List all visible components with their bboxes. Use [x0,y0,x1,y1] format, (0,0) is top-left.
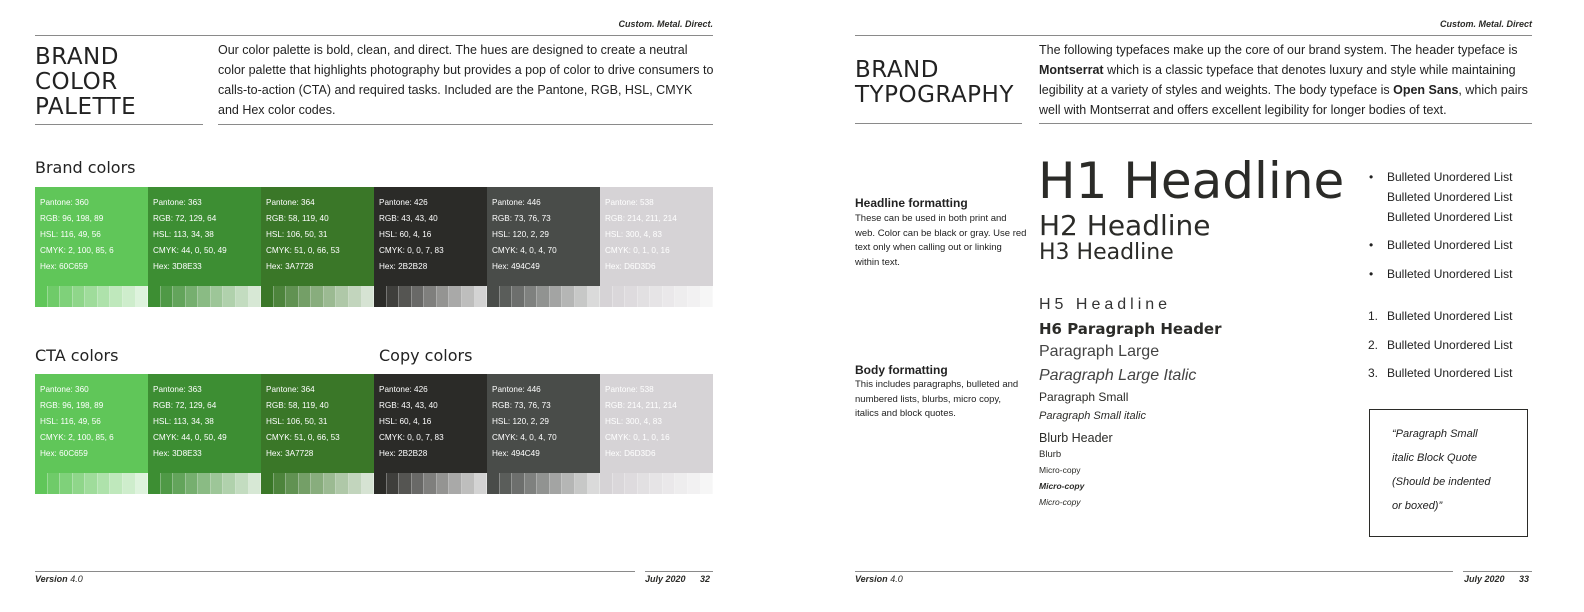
numbered-list-number: 1. [1368,309,1379,323]
title-line: BRAND [855,57,939,83]
paragraph-large-sample: Paragraph Large [1039,343,1160,360]
color-swatch [487,374,600,473]
swatch-pantone: Pantone: 364 [266,198,315,207]
swatch-hsl: HSL: 106, 50, 31 [266,230,328,239]
swatch-cmyk: CMYK: 2, 100, 85, 6 [40,433,114,442]
right-page-title [855,58,1014,108]
tint-cell [462,473,475,494]
swatch-pantone: Pantone: 363 [153,385,202,394]
swatch-rgb: RGB: 72, 129, 64 [153,401,217,410]
tint-cell [261,286,274,307]
bullet-list-item-continued: Bulleted Unordered List [1387,210,1513,224]
swatch-pantone: Pantone: 426 [379,198,428,207]
tint-cell [35,473,48,494]
tint-strip [600,286,713,307]
swatch-pantone: Pantone: 360 [40,385,89,394]
blurb-sample: Blurb [1039,449,1062,460]
swatch-pantone: Pantone: 446 [492,198,541,207]
paragraph-small-sample: Paragraph Small [1039,390,1129,404]
swatch-cmyk: CMYK: 2, 100, 85, 6 [40,246,114,255]
swatch-hex: Hex: 494C49 [492,449,540,458]
swatch-cmyk: CMYK: 0, 0, 7, 83 [379,433,444,442]
tint-cell [701,286,714,307]
bullet-list-item-continued: Bulleted Unordered List [1387,190,1513,204]
tint-cell [186,473,199,494]
left-page-title [35,45,136,120]
swatch-rgb: RGB: 58, 119, 40 [266,214,329,223]
tint-cell [123,473,136,494]
intro-text: The following typefaces make up the core of our brand system. The header typeface is [1039,43,1518,57]
title-line: TYPOGRAPHY [855,82,1014,108]
title-line: PALETTE [35,94,137,120]
swatch-hsl: HSL: 300, 4, 83 [605,230,662,239]
swatch-hsl: HSL: 116, 49, 56 [40,417,101,426]
swatch-cmyk: CMYK: 4, 0, 4, 70 [492,246,557,255]
tint-cell [663,286,676,307]
tint-cell [562,473,575,494]
tint-strip [261,473,374,494]
h3-sample: H3 Headline [1039,240,1174,265]
tint-cell [299,286,312,307]
tint-cell [274,286,287,307]
cta-colors-heading: CTA colors [35,346,119,365]
swatch-pantone: Pantone: 364 [266,385,315,394]
color-swatch [148,187,261,286]
tint-cell [424,473,437,494]
headline-formatting-label: Headline formatting [855,196,968,210]
right-footer-rule-short [1463,571,1532,572]
tint-cell [588,473,601,494]
right-intro-rule [1039,123,1532,124]
swatch-rgb: RGB: 58, 119, 40 [266,401,329,410]
tint-cell [387,286,400,307]
body-formatting-label: Body formatting [855,363,948,377]
tint-cell [387,473,400,494]
micro-copy-bold-italic-sample: Micro-copy [1039,481,1085,491]
left-footer-rule [35,571,635,572]
tint-cell [550,473,563,494]
swatch-hsl: HSL: 300, 4, 83 [605,417,662,426]
h6-sample: H6 Paragraph Header [1039,320,1222,338]
tint-cell [60,473,73,494]
swatch-rgb: RGB: 72, 129, 64 [153,214,217,223]
swatch-rgb: RGB: 73, 76, 73 [492,401,551,410]
left-tagline: Custom. Metal. Direct. [618,19,713,29]
swatch-hsl: HSL: 120, 2, 29 [492,230,549,239]
intro-font-montserrat: Montserrat [1039,63,1104,77]
blurb-header-sample: Blurb Header [1039,431,1113,445]
tint-strip [35,473,148,494]
tint-cell [412,473,425,494]
left-intro-rule [218,124,713,125]
left-title-rule [35,124,203,125]
swatch-pantone: Pantone: 538 [605,385,654,394]
tint-cell [600,286,613,307]
right-top-rule [855,35,1532,36]
tint-cell [324,286,337,307]
tint-cell [186,286,199,307]
color-swatch [261,374,374,473]
swatch-rgb: RGB: 96, 198, 89 [40,401,104,410]
tint-cell [500,286,513,307]
swatch-hsl: HSL: 60, 4, 16 [379,230,432,239]
swatch-hsl: HSL: 60, 4, 16 [379,417,432,426]
tint-cell [625,473,638,494]
tint-cell [688,286,701,307]
tint-cell [512,473,525,494]
tint-cell [236,286,249,307]
intro-font-open-sans: Open Sans [1393,83,1459,97]
tint-cell [588,286,601,307]
tint-cell [73,286,86,307]
tint-cell [500,473,513,494]
tint-cell [650,286,663,307]
tint-cell [374,473,387,494]
tint-cell [324,473,337,494]
tint-cell [625,286,638,307]
swatch-hex: Hex: 2B2B28 [379,449,428,458]
left-page-number: 32 [700,574,711,584]
tint-strip [148,286,261,307]
version-number: 4.0 [70,574,83,584]
swatch-hex: Hex: 494C49 [492,262,540,271]
tint-strip [487,473,600,494]
swatch-hex: Hex: 60C659 [40,262,88,271]
tint-cell [85,473,98,494]
tint-cell [525,473,538,494]
tint-cell [663,473,676,494]
tint-cell [424,286,437,307]
swatch-cmyk: CMYK: 51, 0, 66, 53 [266,433,340,442]
tint-cell [537,286,550,307]
tint-strip [374,286,487,307]
tint-cell [211,286,224,307]
color-swatch [35,374,148,473]
color-swatch [374,374,487,473]
tint-cell [613,473,626,494]
swatch-hsl: HSL: 116, 49, 56 [40,230,101,239]
right-tagline: Custom. Metal. Direct [1439,19,1532,29]
numbered-list-number: 3. [1368,366,1379,380]
body-formatting-desc: This includes paragraphs, bulleted and numbered lists, blurbs, micro copy, italics and block quotes. [855,379,1019,419]
tint-cell [349,286,362,307]
bullet-list-item: • Bulleted Unordered List [1387,267,1512,281]
color-swatch [600,374,713,473]
tint-cell [362,286,375,307]
swatch-hex: Hex: D6D3D6 [605,262,656,271]
right-title-rule [855,123,1022,124]
quote-line: or boxed)” [1392,500,1443,512]
swatch-hex: Hex: 60C659 [40,449,88,458]
swatch-hsl: HSL: 113, 34, 38 [153,417,214,426]
tint-cell [274,473,287,494]
tint-cell [73,473,86,494]
swatch-pantone: Pantone: 446 [492,385,541,394]
tint-cell [198,286,211,307]
left-footer-rule-short [645,571,713,572]
swatch-cmyk: CMYK: 0, 1, 0, 16 [605,246,670,255]
right-intro [1039,40,1535,120]
tint-cell [399,286,412,307]
tint-cell [475,286,488,307]
tint-cell [701,473,714,494]
swatch-pantone: Pantone: 363 [153,198,202,207]
h5-sample: H5 Headline [1039,296,1172,313]
tint-cell [173,286,186,307]
swatch-hex: Hex: 3A7728 [266,262,314,271]
right-footer-rule [855,571,1453,572]
tint-cell [575,286,588,307]
tint-cell [349,473,362,494]
tint-cell [462,286,475,307]
swatch-hex: Hex: 3A7728 [266,449,314,458]
swatch-cmyk: CMYK: 4, 0, 4, 70 [492,433,557,442]
swatch-rgb: RGB: 214, 211, 214 [605,401,677,410]
tint-cell [286,286,299,307]
swatch-pantone: Pantone: 538 [605,198,654,207]
tint-cell [675,473,688,494]
block-quote-box [1369,409,1528,537]
tint-cell [198,473,211,494]
tint-cell [613,286,626,307]
swatch-cmyk: CMYK: 44, 0, 50, 49 [153,433,227,442]
tint-cell [638,473,651,494]
tint-cell [374,286,387,307]
intro-text: which is a classic typeface that denotes luxury and style while maintaining legibility at a variety of styles and weights. The body typeface is [1039,63,1516,97]
swatch-rgb: RGB: 96, 198, 89 [40,214,104,223]
bullet-list-item: • Bulleted Unordered List [1387,170,1512,184]
tint-cell [60,286,73,307]
copy-colors-heading: Copy colors [379,346,473,365]
tint-cell [475,473,488,494]
tint-cell [211,473,224,494]
tint-cell [299,473,312,494]
right-page-number: 33 [1519,574,1530,584]
swatch-hex: Hex: D6D3D6 [605,449,656,458]
tint-cell [249,286,262,307]
tint-cell [148,286,161,307]
swatch-cmyk: CMYK: 44, 0, 50, 49 [153,246,227,255]
paragraph-small-italic-sample: Paragraph Small italic [1039,410,1146,422]
tint-cell [85,286,98,307]
tint-cell [537,473,550,494]
tint-cell [412,286,425,307]
numbered-list-number: 2. [1368,338,1379,352]
tint-cell [512,286,525,307]
tint-cell [98,473,111,494]
tint-cell [223,473,236,494]
tint-cell [48,286,61,307]
numbered-list-item: Bulleted Unordered List [1387,309,1513,323]
tint-cell [161,286,174,307]
right-footer-version [855,574,903,584]
tint-cell [261,473,274,494]
tint-cell [336,286,349,307]
version-number: 4.0 [890,574,903,584]
tint-strip [487,286,600,307]
swatch-cmyk: CMYK: 0, 1, 0, 16 [605,433,670,442]
tint-cell [638,286,651,307]
tint-cell [136,473,149,494]
h2-sample: H2 Headline [1039,209,1211,242]
tint-cell [161,473,174,494]
tint-cell [600,473,613,494]
version-label: Version [35,574,68,584]
brand-colors-heading: Brand colors [35,158,136,177]
tint-cell [437,286,450,307]
micro-copy-italic-sample: Micro-copy [1039,497,1081,507]
version-label: Version [855,574,888,584]
tint-cell [98,286,111,307]
quote-line: “Paragraph Small [1392,428,1478,440]
tint-strip [600,473,713,494]
tint-cell [148,473,161,494]
right-footer-date: July 2020 [1464,574,1505,584]
left-footer-date: July 2020 [645,574,686,584]
swatch-rgb: RGB: 73, 76, 73 [492,214,551,223]
color-swatch [35,187,148,286]
paragraph-large-italic-sample: Paragraph Large Italic [1039,367,1197,384]
tint-cell [399,473,412,494]
left-top-rule [35,35,713,36]
title-line: COLOR [35,69,118,95]
swatch-hex: Hex: 2B2B28 [379,262,428,271]
intro-text: , which pairs well with Montserrat and offers excellent legibility for longer bodies of text. [1039,83,1528,117]
bullet-list-item: • Bulleted Unordered List [1387,238,1512,252]
tint-cell [688,473,701,494]
quote-line: italic Block Quote [1392,452,1477,464]
color-swatch [600,187,713,286]
swatch-rgb: RGB: 43, 43, 40 [379,401,438,410]
tint-cell [110,286,123,307]
numbered-list-item: Bulleted Unordered List [1387,366,1513,380]
tint-cell [487,286,500,307]
color-swatch [261,187,374,286]
swatch-pantone: Pantone: 360 [40,198,89,207]
color-swatch [487,187,600,286]
swatch-hsl: HSL: 120, 2, 29 [492,417,549,426]
headline-formatting-desc: These can be used in both print and web. Color can be black or gray. Use red text only when calling out or linking within text. [855,213,1027,268]
left-footer-version [35,574,83,584]
numbered-list-item: Bulleted Unordered List [1387,338,1513,352]
h1-sample: H1 Headline [1038,152,1345,210]
tint-cell [286,473,299,494]
quote-line: (Should be indented [1392,476,1491,488]
tint-cell [550,286,563,307]
swatch-pantone: Pantone: 426 [379,385,428,394]
tint-cell [362,473,375,494]
tint-cell [650,473,663,494]
tint-cell [449,286,462,307]
swatch-hsl: HSL: 113, 34, 38 [153,230,214,239]
tint-cell [449,473,462,494]
tint-cell [35,286,48,307]
tint-strip [148,473,261,494]
tint-strip [35,286,148,307]
tint-strip [261,286,374,307]
tint-cell [249,473,262,494]
tint-cell [173,473,186,494]
swatch-hsl: HSL: 106, 50, 31 [266,417,328,426]
tint-cell [675,286,688,307]
tint-cell [123,286,136,307]
swatch-cmyk: CMYK: 51, 0, 66, 53 [266,246,340,255]
tint-cell [336,473,349,494]
color-swatch [148,374,261,473]
tint-cell [48,473,61,494]
micro-copy-sample: Micro-copy [1039,465,1081,475]
swatch-hex: Hex: 3D8E33 [153,262,202,271]
tint-cell [236,473,249,494]
tint-cell [487,473,500,494]
swatch-hex: Hex: 3D8E33 [153,449,202,458]
tint-cell [525,286,538,307]
title-line: BRAND [35,44,119,70]
swatch-rgb: RGB: 214, 211, 214 [605,214,677,223]
color-swatch [374,187,487,286]
tint-cell [136,286,149,307]
tint-cell [575,473,588,494]
tint-cell [562,286,575,307]
tint-cell [311,473,324,494]
swatch-cmyk: CMYK: 0, 0, 7, 83 [379,246,444,255]
tint-cell [311,286,324,307]
tint-cell [110,473,123,494]
tint-cell [437,473,450,494]
tint-cell [223,286,236,307]
swatch-rgb: RGB: 43, 43, 40 [379,214,438,223]
left-intro: Our color palette is bold, clean, and direct. The hues are designed to create a neutral color palette that highlights photography but provides a pop of color to drive consumers to calls-to-action (CTA) and required tasks. Included are the Pantone, RGB, HSL, CMYK and Hex color codes. [218,43,714,117]
tint-strip [374,473,487,494]
